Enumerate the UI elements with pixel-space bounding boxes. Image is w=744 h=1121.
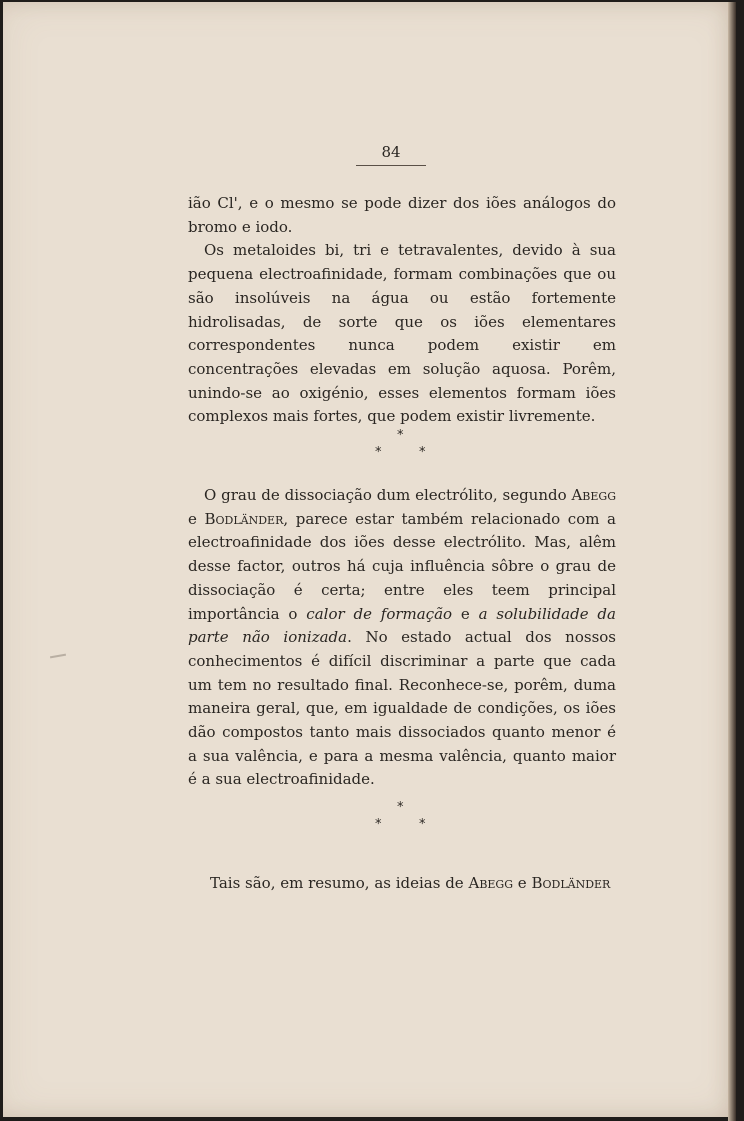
italic-term: calor de formação <box>306 604 453 623</box>
page-edge <box>728 2 736 1121</box>
asterisk: * <box>419 445 426 460</box>
asterisk: * <box>397 800 404 815</box>
text-run: , parece estar também relacionado com a electroafinidade dos iões desse electrólito. Mas, alêm desse factor, outros há cuja influência sôbre o grau de dissociação é certa; entre eles teem principal importância o <box>188 509 616 623</box>
author-name: Bodländer <box>204 509 284 528</box>
author-name: Bodländer <box>531 874 611 892</box>
author-name: Abegg <box>571 486 616 504</box>
section-separator-1 <box>370 428 430 458</box>
page-number: 84 <box>356 143 426 166</box>
text-run: Tais são, em resumo, as ideias de <box>210 874 464 892</box>
text-block-1 <box>188 192 616 429</box>
text-run: e <box>517 874 527 892</box>
text-run: e <box>460 604 470 623</box>
paragraph-1: ião Cl', e o mesmo se pode dizer dos iões análogos do bromo e iodo. <box>188 194 616 236</box>
asterisk: * <box>375 817 382 832</box>
paragraph-2: Os metaloides bi, tri e tetravalentes, devido à sua pequena electroafinidade, formam combinações que ou são insolúveis na água ou estão fortemente hidrolisadas, de sorte que os iões elementares correspondentes nunca podem existir em concentrações elevadas em solução aquosa. Porêm, unindo-se ao oxigénio, esses elementos formam iões complexos mais fortes, que podem existir livremente. <box>188 241 616 426</box>
section-separator-2 <box>370 800 430 830</box>
italic-term: a solubilidade da parte não ionizada <box>188 604 616 647</box>
text-run: O grau de dissociação dum electrólito, segundo <box>204 486 567 504</box>
asterisk: * <box>419 817 426 832</box>
asterisk: * <box>375 445 382 460</box>
text-block-3 <box>188 872 616 896</box>
asterisk: * <box>397 428 404 443</box>
author-name: Abegg <box>468 874 514 892</box>
text-run: . No estado actual dos nossos conhecimentos é difícil discriminar a parte que cada um tem no resultado final. Reconhece-se, porêm, duma maneira geral, que, em igualdade de condições, os iões dão compostos tanto mais dissociados quanto menor é a sua valência, e para a mesma valência, quanto maior é a sua electroafinidade. <box>188 628 616 789</box>
text-run: e <box>188 509 197 528</box>
paragraph-4 <box>188 872 616 896</box>
paragraph-3 <box>188 484 616 792</box>
text-block-2 <box>188 484 616 792</box>
